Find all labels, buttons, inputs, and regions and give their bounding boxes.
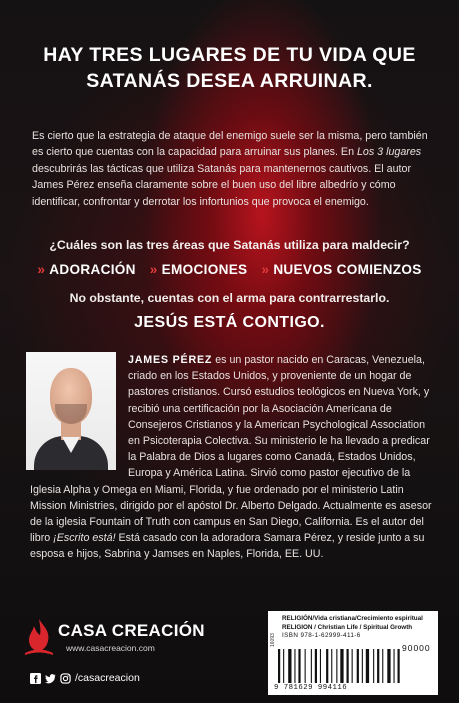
area-label: EMOCIONES bbox=[161, 262, 248, 277]
social-row bbox=[30, 672, 140, 684]
bio-book-title: ¡Escrito está! bbox=[53, 532, 116, 545]
category-en: RELIGION / Christian Life / Spiritual Growth bbox=[282, 623, 413, 631]
intro-paragraph bbox=[32, 128, 430, 210]
area-label: NUEVOS COMIENZOS bbox=[273, 262, 422, 277]
facebook-icon bbox=[30, 673, 41, 684]
bio-text-1: es un pastor nacido en Caracas, Venezuela, criado en los Estados Unidos, y proveniente de un hogar de pastores cristianos. Cursó estudios teológicos en Nueva York, y recibió una certificación por la Asociación Americana de Consejeros Cristianos y la American Psychological Association en Psicoterapia Colectiva. Su ministerio le ha llevado a predicar la Palabra de Dios a lugares como Canadá, Estados Unidos, Europa y América Latina. Sirvió como pastor ejecutivo de la Iglesia Alpha y Omega en Miami, Florida, y fue ordenado por el ministerio Latin Mission Ministries, dirigido por el apóstol Dr. Alberto Delgado. Actualmente es asesor de la iglesia Fountain of Truth con campus en San Diego, California. Es el autor del libro bbox=[30, 354, 432, 545]
headline-line-1: HAY TRES LUGARES DE TU VIDA QUE bbox=[43, 44, 416, 66]
isbn-barcode-box bbox=[268, 611, 438, 695]
book-title: Los 3 lugares bbox=[356, 146, 422, 159]
author-photo bbox=[26, 352, 116, 470]
intro-text-2: descubrirás las tácticas que utiliza Satanás para mantenernos cautivos. El autor James Pérez enseña claramente sobre el buen uso del libre albedrío y cómo identificar, confrontar y derrotar los infortunios que provoca el enemigo. bbox=[32, 162, 412, 208]
publisher-logo bbox=[22, 613, 212, 673]
ean-digits: 9 781629 994116 bbox=[274, 684, 348, 692]
side-code: 16093 bbox=[270, 633, 276, 647]
area-item bbox=[150, 262, 248, 277]
counter-statement: No obstante, cuentas con el arma para contrarrestarlo. bbox=[69, 291, 390, 305]
isbn-text-block bbox=[282, 615, 436, 641]
bullet-marker: » bbox=[261, 262, 270, 277]
bio-text-2: Está casado con la adoradora Samara Pérez, y reside junto a su esposa e hijos, Sabrina y Jamses en Naples, Florida, EE. UU. bbox=[30, 532, 425, 561]
isbn-number: ISBN 978-1-62999-411-6 bbox=[282, 632, 361, 639]
category-es: RELIGIÓN/Vida cristiana/Crecimiento espiritual bbox=[282, 615, 423, 622]
headline-line-2: SATANÁS DESEA ARRUINAR. bbox=[86, 70, 373, 92]
publisher-name: CASA CREACIÓN bbox=[58, 621, 205, 640]
jesus-statement: JESÚS ESTÁ CONTIGO. bbox=[134, 314, 325, 331]
area-label: ADORACIÓN bbox=[49, 262, 136, 277]
instagram-icon bbox=[60, 673, 71, 684]
question: ¿Cuáles son las tres áreas que Satanás utiliza para maldecir? bbox=[49, 238, 410, 252]
intro-text-1: Es cierto que la estrategia de ataque del enemigo suele ser la misma, pero también es cierto que cuentas con la capacidad para arruinar sus planes. En bbox=[32, 130, 428, 159]
barcode-icon bbox=[274, 649, 432, 683]
areas-list bbox=[20, 262, 439, 277]
twitter-icon bbox=[45, 673, 56, 684]
author-name: JAMES PÉREZ bbox=[128, 354, 213, 366]
flame-icon bbox=[22, 617, 56, 657]
area-item bbox=[37, 262, 135, 277]
bullet-marker: » bbox=[37, 262, 46, 277]
bullet-marker: » bbox=[149, 262, 158, 277]
price-code: 90000 bbox=[402, 643, 431, 653]
headline bbox=[20, 42, 439, 94]
social-handle: /casacreacion bbox=[75, 672, 140, 684]
publisher-url: www.casacreacion.com bbox=[66, 643, 155, 653]
area-item bbox=[261, 262, 421, 277]
